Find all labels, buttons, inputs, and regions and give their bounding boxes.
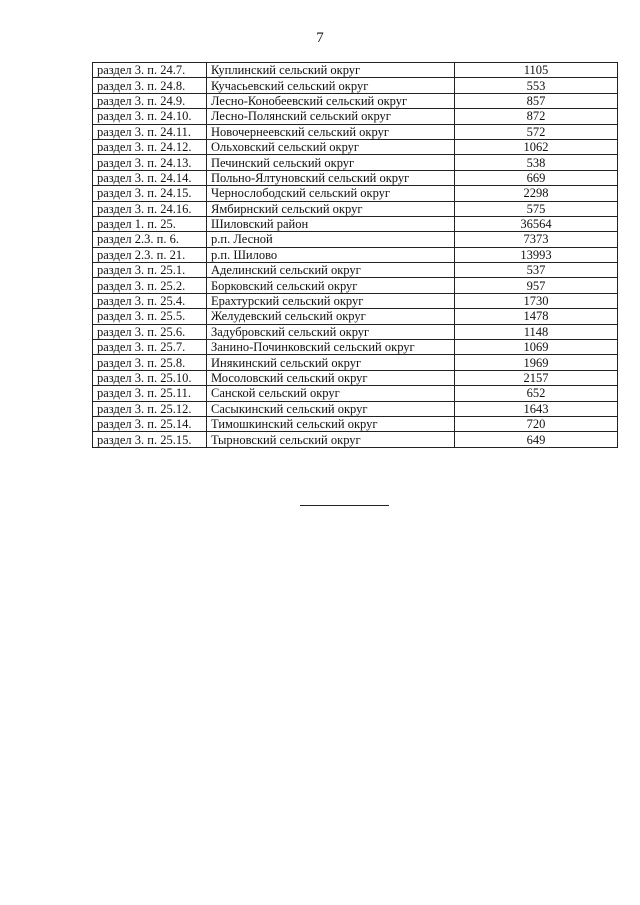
- row-name: Ямбирнский сельский округ: [207, 201, 455, 216]
- row-name: р.п. Шилово: [207, 247, 455, 262]
- row-value: 720: [455, 416, 618, 431]
- row-ref: раздел 3. п. 24.15.: [93, 186, 207, 201]
- table-row: [93, 309, 618, 324]
- row-value: 1105: [455, 63, 618, 78]
- row-name: Ольховский сельский округ: [207, 139, 455, 154]
- table-row: [93, 155, 618, 170]
- row-value: 957: [455, 278, 618, 293]
- table-row: [93, 293, 618, 308]
- table-row: [93, 401, 618, 416]
- table-row: [93, 432, 618, 447]
- table-row: [93, 63, 618, 78]
- table-row: [93, 93, 618, 108]
- row-ref: раздел 3. п. 24.8.: [93, 78, 207, 93]
- row-name: Задубровский сельский округ: [207, 324, 455, 339]
- row-ref: раздел 3. п. 24.12.: [93, 139, 207, 154]
- row-name: Инякинский сельский округ: [207, 355, 455, 370]
- row-ref: раздел 2.3. п. 6.: [93, 232, 207, 247]
- row-name: Новочернеевский сельский округ: [207, 124, 455, 139]
- row-value: 1730: [455, 293, 618, 308]
- row-value: 1969: [455, 355, 618, 370]
- end-rule: [300, 505, 389, 506]
- row-name: Мосоловский сельский округ: [207, 370, 455, 385]
- row-value: 649: [455, 432, 618, 447]
- row-ref: раздел 3. п. 25.1.: [93, 263, 207, 278]
- row-value: 652: [455, 386, 618, 401]
- row-name: Кучасьевский сельский округ: [207, 78, 455, 93]
- row-value: 7373: [455, 232, 618, 247]
- table-row: [93, 370, 618, 385]
- row-name: Лесно-Конобеевский сельский округ: [207, 93, 455, 108]
- row-ref: раздел 3. п. 25.15.: [93, 432, 207, 447]
- row-name: Лесно-Полянский сельский округ: [207, 109, 455, 124]
- districts-table: [92, 62, 618, 448]
- row-ref: раздел 3. п. 25.11.: [93, 386, 207, 401]
- row-value: 538: [455, 155, 618, 170]
- row-name: Санской сельский округ: [207, 386, 455, 401]
- table-row: [93, 386, 618, 401]
- row-name: Занино-Починковский сельский округ: [207, 340, 455, 355]
- row-name: Желудевский сельский округ: [207, 309, 455, 324]
- row-value: 872: [455, 109, 618, 124]
- row-value: 669: [455, 170, 618, 185]
- row-name: Чернослободский сельский округ: [207, 186, 455, 201]
- row-ref: раздел 3. п. 25.10.: [93, 370, 207, 385]
- row-ref: раздел 3. п. 24.13.: [93, 155, 207, 170]
- row-ref: раздел 2.3. п. 21.: [93, 247, 207, 262]
- row-value: 1643: [455, 401, 618, 416]
- table-row: [93, 416, 618, 431]
- row-value: 537: [455, 263, 618, 278]
- row-ref: раздел 3. п. 25.7.: [93, 340, 207, 355]
- table-body: [93, 63, 618, 448]
- row-ref: раздел 3. п. 24.9.: [93, 93, 207, 108]
- table-row: [93, 170, 618, 185]
- row-value: 2157: [455, 370, 618, 385]
- row-value: 553: [455, 78, 618, 93]
- row-name: Ерахтурский сельский округ: [207, 293, 455, 308]
- row-name: Сасыкинский сельский округ: [207, 401, 455, 416]
- row-value: 1069: [455, 340, 618, 355]
- table-row: [93, 109, 618, 124]
- row-value: 1148: [455, 324, 618, 339]
- table-row: [93, 124, 618, 139]
- row-ref: раздел 3. п. 25.8.: [93, 355, 207, 370]
- page-number: 7: [316, 30, 324, 46]
- row-name: Шиловский район: [207, 216, 455, 231]
- row-name: Куплинский сельский округ: [207, 63, 455, 78]
- table-row: [93, 232, 618, 247]
- row-name: Тырновский сельский округ: [207, 432, 455, 447]
- table-row: [93, 278, 618, 293]
- row-ref: раздел 1. п. 25.: [93, 216, 207, 231]
- row-ref: раздел 3. п. 25.6.: [93, 324, 207, 339]
- table-row: [93, 186, 618, 201]
- row-name: Тимошкинский сельский округ: [207, 416, 455, 431]
- table-row: [93, 201, 618, 216]
- table-row: [93, 78, 618, 93]
- row-value: 36564: [455, 216, 618, 231]
- row-value: 2298: [455, 186, 618, 201]
- table-row: [93, 263, 618, 278]
- row-value: 1062: [455, 139, 618, 154]
- row-ref: раздел 3. п. 24.10.: [93, 109, 207, 124]
- row-name: Печинский сельский округ: [207, 155, 455, 170]
- row-value: 572: [455, 124, 618, 139]
- row-ref: раздел 3. п. 24.14.: [93, 170, 207, 185]
- row-ref: раздел 3. п. 24.7.: [93, 63, 207, 78]
- row-ref: раздел 3. п. 25.14.: [93, 416, 207, 431]
- row-ref: раздел 3. п. 24.11.: [93, 124, 207, 139]
- row-ref: раздел 3. п. 25.2.: [93, 278, 207, 293]
- row-ref: раздел 3. п. 25.5.: [93, 309, 207, 324]
- row-value: 857: [455, 93, 618, 108]
- row-name: р.п. Лесной: [207, 232, 455, 247]
- row-name: Аделинский сельский округ: [207, 263, 455, 278]
- row-ref: раздел 3. п. 25.12.: [93, 401, 207, 416]
- table-row: [93, 216, 618, 231]
- table-row: [93, 324, 618, 339]
- row-ref: раздел 3. п. 25.4.: [93, 293, 207, 308]
- table-row: [93, 355, 618, 370]
- row-name: Польно-Ялтуновский сельский округ: [207, 170, 455, 185]
- row-value: 13993: [455, 247, 618, 262]
- row-value: 575: [455, 201, 618, 216]
- row-name: Борковский сельский округ: [207, 278, 455, 293]
- table-row: [93, 340, 618, 355]
- row-ref: раздел 3. п. 24.16.: [93, 201, 207, 216]
- row-value: 1478: [455, 309, 618, 324]
- table-row: [93, 247, 618, 262]
- table-row: [93, 139, 618, 154]
